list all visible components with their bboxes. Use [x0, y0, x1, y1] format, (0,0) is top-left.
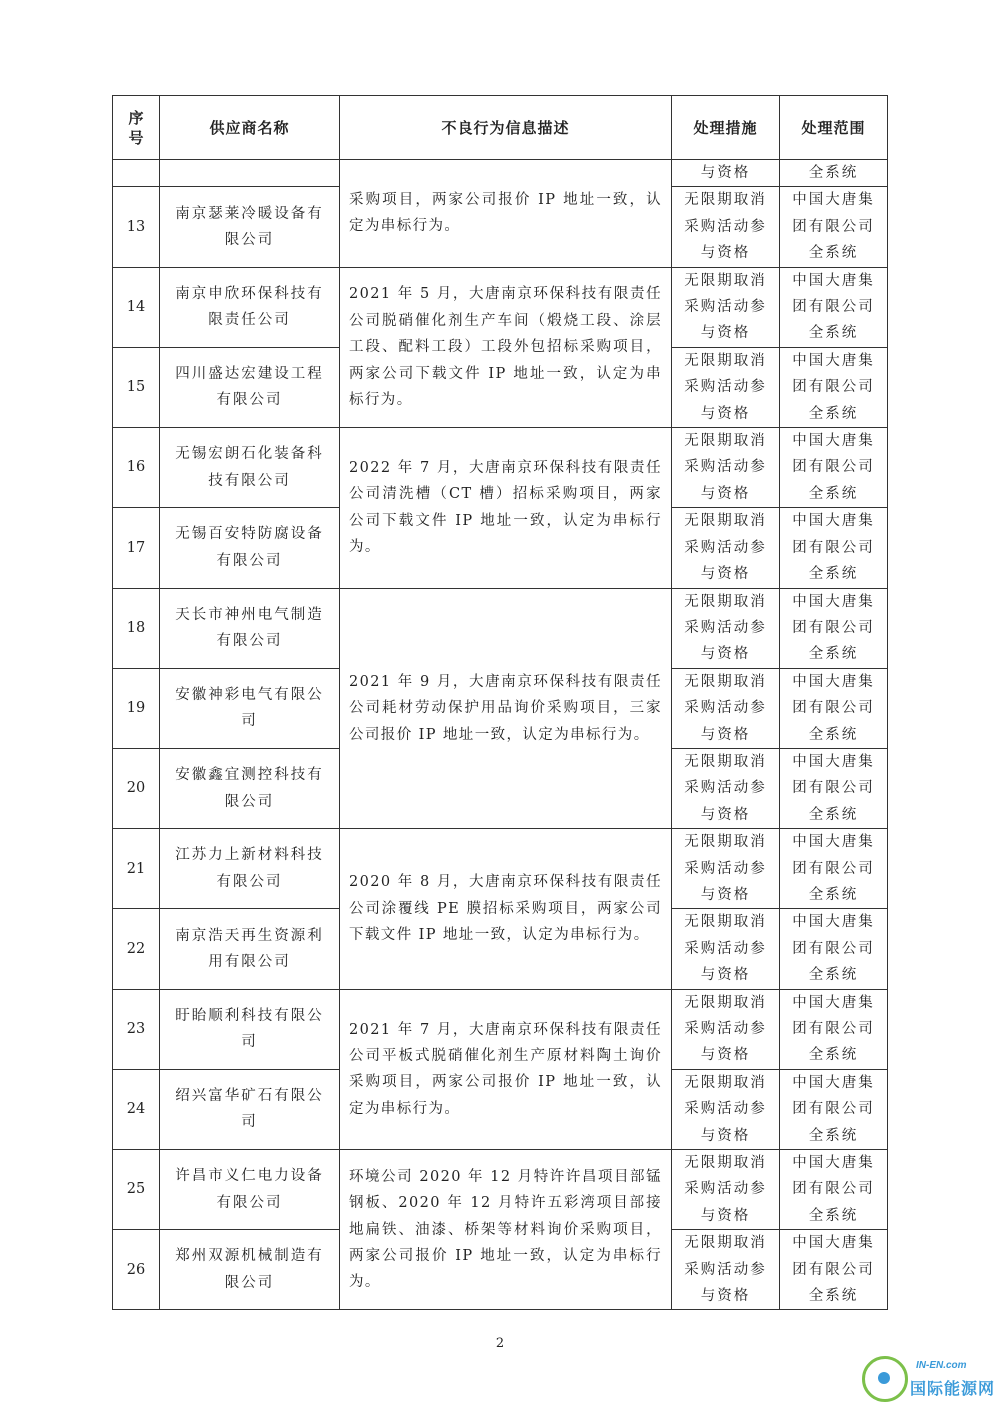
cell-supplier: 无锡宏朗石化装备科技有限公司: [160, 428, 340, 508]
header-measure: 处理措施: [672, 96, 780, 160]
table-header-row: [113, 96, 888, 160]
continuation-row: [113, 160, 888, 187]
cell-supplier: 四川盛达宏建设工程有限公司: [160, 347, 340, 427]
page-number: 2: [495, 1336, 505, 1351]
cell-scope: 中国大唐集团有限公司全系统: [780, 428, 888, 508]
cell-no: 22: [113, 909, 160, 989]
cell-no: 24: [113, 1069, 160, 1149]
cell-scope: 中国大唐集团有限公司全系统: [780, 187, 888, 267]
logo-text-cn: 国际能源网: [910, 1379, 996, 1398]
header-no: 序号: [113, 96, 160, 160]
cell-scope: 中国大唐集团有限公司全系统: [780, 829, 888, 909]
cell-description: 采购项目，两家公司报价 IP 地址一致，认定为串标行为。: [340, 160, 672, 268]
cell-no: 16: [113, 428, 160, 508]
cell-description: 环境公司 2020 年 12 月特许许昌项目部锰钢板、2020 年 12 月特许五彩湾项目部接地扁铁、油漆、桥架等材料询价采购项目，两家公司报价 IP 地址一致，认定为串标行为。: [340, 1150, 672, 1310]
cell-description: 2022 年 7 月，大唐南京环保科技有限责任公司清洗槽（CT 槽）招标采购项目，两家公司下载文件 IP 地址一致，认定为串标行为。: [340, 428, 672, 588]
cell-measure: 无限期取消采购活动参与资格: [672, 1069, 780, 1149]
cell-scope: 中国大唐集团有限公司全系统: [780, 1230, 888, 1310]
cell-measure: 无限期取消采购活动参与资格: [672, 989, 780, 1069]
cell-measure: 无限期取消采购活动参与资格: [672, 1150, 780, 1230]
cell-supplier: 盱眙顺利科技有限公司: [160, 989, 340, 1069]
cell-measure: 无限期取消采购活动参与资格: [672, 508, 780, 588]
cell-supplier: 南京浩天再生资源利用有限公司: [160, 909, 340, 989]
cell-supplier: [160, 160, 340, 187]
cell-scope: 中国大唐集团有限公司全系统: [780, 1069, 888, 1149]
cell-supplier: 南京瑟莱冷暖设备有限公司: [160, 187, 340, 267]
cell-measure: 无限期取消采购活动参与资格: [672, 1230, 780, 1310]
cell-no: 13: [113, 187, 160, 267]
cell-measure: 无限期取消采购活动参与资格: [672, 748, 780, 828]
cell-scope: 中国大唐集团有限公司全系统: [780, 668, 888, 748]
cell-no: 20: [113, 748, 160, 828]
cell-no: 18: [113, 588, 160, 668]
cell-measure: 无限期取消采购活动参与资格: [672, 267, 780, 347]
cell-description: 2021 年 9 月，大唐南京环保科技有限责任公司耗材劳动保护用品询价采购项目，三家公司报价 IP 地址一致，认定为串标行为。: [340, 588, 672, 829]
cell-supplier: 郑州双源机械制造有限公司: [160, 1230, 340, 1310]
cell-measure: 无限期取消采购活动参与资格: [672, 187, 780, 267]
cell-measure: 无限期取消采购活动参与资格: [672, 909, 780, 989]
cell-scope: 中国大唐集团有限公司全系统: [780, 989, 888, 1069]
cell-description: 2020 年 8 月，大唐南京环保科技有限责任公司涂覆线 PE 膜招标采购项目，两家公司下载文件 IP 地址一致，认定为串标行为。: [340, 829, 672, 989]
cell-measure: 无限期取消采购活动参与资格: [672, 588, 780, 668]
watermark-logo: [858, 1352, 998, 1410]
cell-scope: 中国大唐集团有限公司全系统: [780, 748, 888, 828]
header-scope: 处理范围: [780, 96, 888, 160]
cell-supplier: 南京申欣环保科技有限责任公司: [160, 267, 340, 347]
cell-supplier: 绍兴富华矿石有限公司: [160, 1069, 340, 1149]
cell-scope: 全系统: [780, 160, 888, 187]
cell-supplier: 安徽鑫宜测控科技有限公司: [160, 748, 340, 828]
header-description: 不良行为信息描述: [340, 96, 672, 160]
table-row: [113, 588, 888, 668]
logo-text-en: IN-EN.com: [916, 1360, 967, 1371]
cell-measure: 无限期取消采购活动参与资格: [672, 347, 780, 427]
cell-scope: 中国大唐集团有限公司全系统: [780, 508, 888, 588]
cell-no: 15: [113, 347, 160, 427]
cell-no: 26: [113, 1230, 160, 1310]
cell-description: 2021 年 7 月，大唐南京环保科技有限责任公司平板式脱硝催化剂生产原材料陶土询价采购项目，两家公司报价 IP 地址一致，认定为串标行为。: [340, 989, 672, 1149]
cell-description: 2021 年 5 月，大唐南京环保科技有限责任公司脱硝催化剂生产车间（煅烧工段、涂层工段、配料工段）工段外包招标采购项目，两家公司下载文件 IP 地址一致，认定为串标行为。: [340, 267, 672, 427]
cell-no: 19: [113, 668, 160, 748]
cell-measure: 与资格: [672, 160, 780, 187]
cell-no: 25: [113, 1150, 160, 1230]
table-row: [113, 1150, 888, 1230]
cell-no: 14: [113, 267, 160, 347]
table-row: [113, 267, 888, 347]
blacklist-table: [112, 95, 888, 1310]
cell-scope: 中国大唐集团有限公司全系统: [780, 267, 888, 347]
table-row: [113, 829, 888, 909]
cell-scope: 中国大唐集团有限公司全系统: [780, 909, 888, 989]
cell-no: [113, 160, 160, 187]
cell-scope: 中国大唐集团有限公司全系统: [780, 347, 888, 427]
cell-no: 23: [113, 989, 160, 1069]
cell-supplier: 无锡百安特防腐设备有限公司: [160, 508, 340, 588]
table-row: [113, 428, 888, 508]
cell-supplier: 许昌市义仁电力设备有限公司: [160, 1150, 340, 1230]
cell-scope: 中国大唐集团有限公司全系统: [780, 1150, 888, 1230]
cell-measure: 无限期取消采购活动参与资格: [672, 668, 780, 748]
table-row: [113, 989, 888, 1069]
cell-supplier: 天长市神州电气制造有限公司: [160, 588, 340, 668]
logo-dot-icon: [878, 1372, 890, 1384]
cell-measure: 无限期取消采购活动参与资格: [672, 428, 780, 508]
cell-measure: 无限期取消采购活动参与资格: [672, 829, 780, 909]
cell-no: 21: [113, 829, 160, 909]
cell-supplier: 江苏力上新材料科技有限公司: [160, 829, 340, 909]
cell-no: 17: [113, 508, 160, 588]
header-supplier: 供应商名称: [160, 96, 340, 160]
cell-supplier: 安徽神彩电气有限公司: [160, 668, 340, 748]
cell-scope: 中国大唐集团有限公司全系统: [780, 588, 888, 668]
